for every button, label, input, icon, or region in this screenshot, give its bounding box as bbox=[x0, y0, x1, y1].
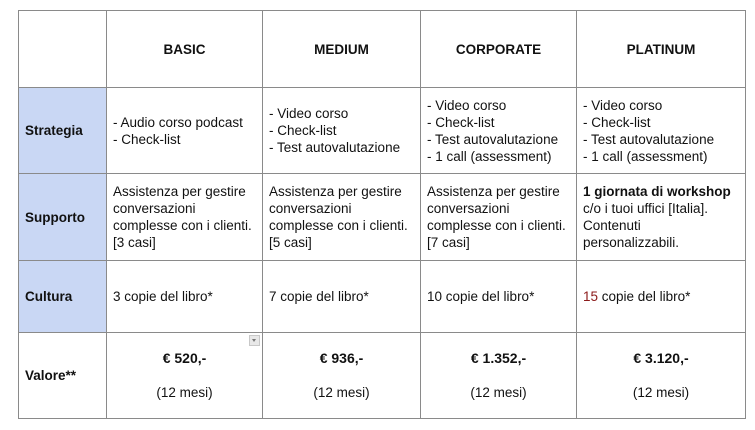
workshop-description: c/o i tuoi uffici [Italia]. Contenuti personalizzabili. bbox=[583, 201, 709, 250]
list-item: - Check-list bbox=[583, 114, 651, 130]
plan-header-platinum: PLATINUM bbox=[577, 11, 746, 88]
supporto-platinum-cell bbox=[577, 174, 746, 261]
list-item: - Audio corso podcast bbox=[113, 114, 243, 130]
cultura-row bbox=[19, 261, 746, 333]
list-item: - Video corso bbox=[269, 106, 349, 121]
valore-row bbox=[19, 333, 746, 419]
strategia-corporate-cell bbox=[421, 88, 577, 174]
supporto-row bbox=[19, 174, 746, 261]
list-item: - 1 call (assessment) bbox=[583, 148, 708, 164]
valore-medium-cell bbox=[263, 333, 421, 419]
price-platinum: € 3.120,- bbox=[633, 350, 689, 366]
period-platinum: (12 mesi) bbox=[632, 385, 690, 400]
list-item: - Test autovalutazione bbox=[583, 131, 715, 147]
list-item: - Test autovalutazione bbox=[269, 140, 401, 155]
list-item: - 1 call (assessment) bbox=[427, 148, 552, 164]
supporto-corporate-cell: Assistenza per gestire conversazioni complesse con i clienti. [7 casi] bbox=[421, 174, 577, 261]
plan-header-basic: BASIC bbox=[107, 11, 263, 88]
list-item: - Video corso bbox=[583, 97, 663, 113]
plan-header-medium: MEDIUM bbox=[263, 11, 421, 88]
row-label-supporto: Supporto bbox=[19, 174, 107, 261]
book-count-text: copie del libro* bbox=[598, 289, 691, 304]
empty-corner-cell bbox=[19, 11, 107, 88]
price-basic: € 520,- bbox=[162, 350, 207, 366]
header-row bbox=[19, 11, 746, 88]
cultura-medium-cell: 7 copie del libro* bbox=[263, 261, 421, 333]
cultura-basic-cell: 3 copie del libro* bbox=[107, 261, 263, 333]
strategia-basic-cell bbox=[107, 88, 263, 174]
period-corporate: (12 mesi) bbox=[470, 385, 527, 400]
workshop-highlight: 1 giornata di workshop bbox=[583, 184, 731, 199]
strategia-row bbox=[19, 88, 746, 174]
list-item: - Check-list bbox=[427, 114, 495, 130]
supporto-basic-cell: Assistenza per gestire conversazioni complesse con i clienti. [3 casi] bbox=[107, 174, 263, 261]
cultura-platinum-cell bbox=[577, 261, 746, 333]
valore-platinum-cell bbox=[577, 333, 746, 419]
pricing-table bbox=[18, 10, 746, 419]
row-label-valore: Valore** bbox=[19, 333, 107, 419]
row-label-strategia: Strategia bbox=[19, 88, 107, 174]
list-item: - Video corso bbox=[427, 97, 507, 113]
plan-header-corporate: CORPORATE bbox=[421, 11, 577, 88]
row-label-cultura: Cultura bbox=[19, 261, 107, 333]
valore-basic-cell bbox=[107, 333, 263, 419]
list-item: - Check-list bbox=[113, 131, 181, 147]
chevron-down-icon[interactable] bbox=[249, 335, 260, 346]
list-item: - Check-list bbox=[269, 123, 337, 138]
supporto-medium-cell: Assistenza per gestire conversazioni complesse con i clienti. [5 casi] bbox=[263, 174, 421, 261]
period-basic: (12 mesi) bbox=[156, 385, 213, 400]
price-medium: € 936,- bbox=[319, 350, 364, 366]
strategia-platinum-cell bbox=[577, 88, 746, 174]
cultura-corporate-cell: 10 copie del libro* bbox=[421, 261, 577, 333]
valore-corporate-cell bbox=[421, 333, 577, 419]
book-count-highlight: 15 bbox=[583, 289, 599, 304]
period-medium: (12 mesi) bbox=[313, 385, 370, 400]
strategia-medium-cell bbox=[263, 88, 421, 174]
list-item: - Test autovalutazione bbox=[427, 131, 559, 147]
price-corporate: € 1.352,- bbox=[470, 350, 527, 366]
